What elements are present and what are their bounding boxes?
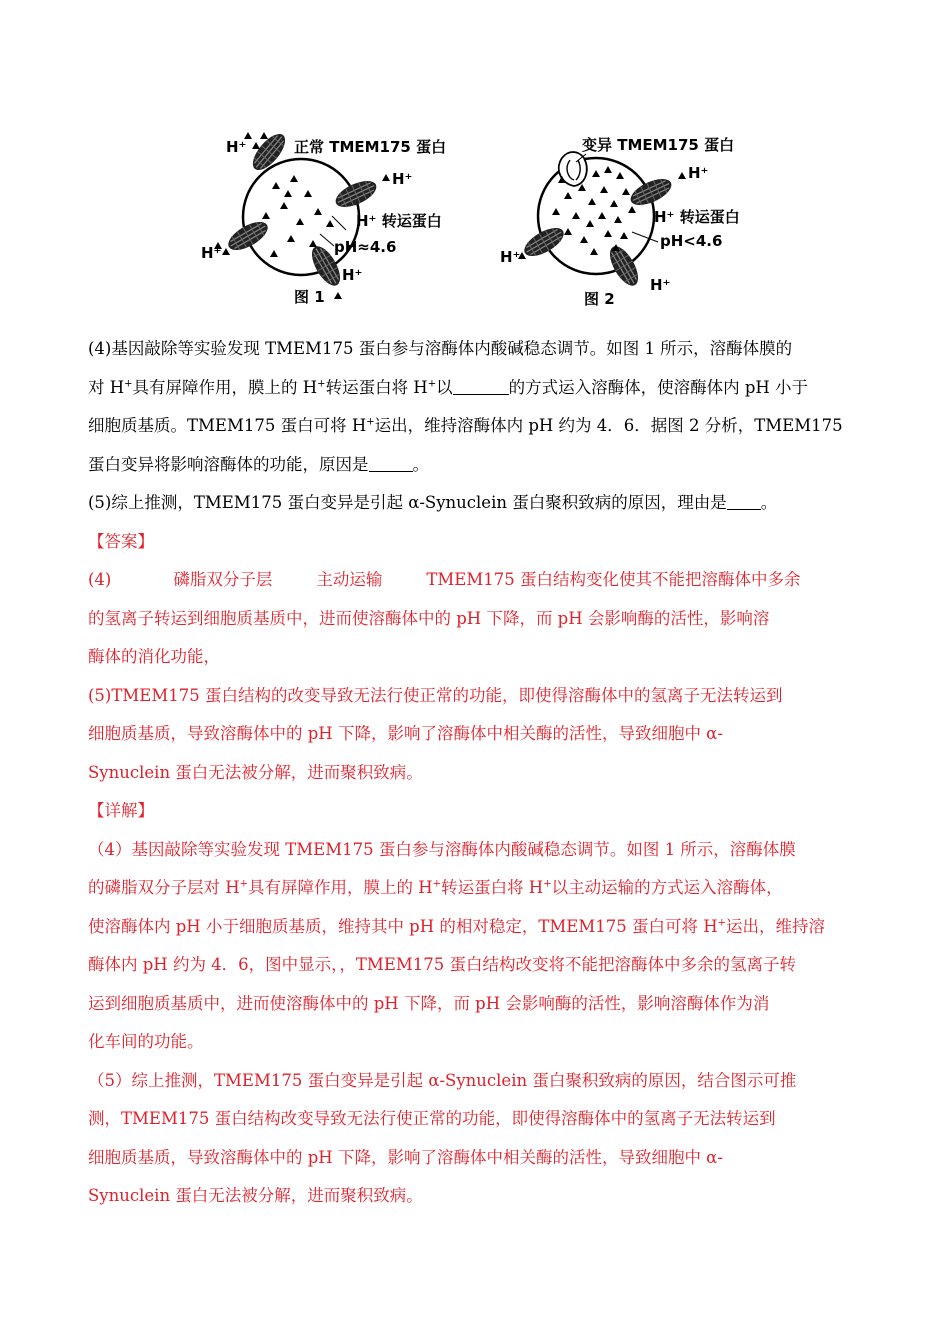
fig2-protein-label: 变异 TMEM175 蛋白: [582, 136, 735, 154]
question-4-line-4: 蛋白变异将影响溶酶体的功能，原因是 。: [88, 454, 429, 474]
transporter-protein-2c: [604, 242, 643, 290]
fig1-h-label-b: H⁺: [392, 170, 413, 188]
answer-blank-1: [453, 377, 509, 395]
document-body: [88, 330, 868, 1216]
fig1-h-label-a: H⁺: [226, 138, 247, 156]
explanation-5-line-4: Synuclein 蛋白无法被分解，进而聚积致病。: [88, 1186, 423, 1205]
answer-5-line-2: 细胞质基质，导致溶酶体中的 pH 下降，影响了溶酶体中相关酶的活性，导致细胞中 α-: [88, 724, 723, 743]
figure-1: [201, 129, 446, 306]
explanation-4-line-1: （4）基因敲除等实验发现 TMEM175 蛋白参与溶酶体内酸碱稳态调节。如图 1 所示，溶酶体膜: [88, 839, 796, 859]
fig2-h-label-c: H⁺: [500, 248, 521, 266]
fig2-ph-label: pH<4.6: [660, 232, 723, 250]
fig2-caption: 图 2: [584, 290, 615, 308]
answer-5-line-1: (5)TMEM175 蛋白结构的改变导致无法行使正常的功能，即使得溶酶体中的氢离子无法转运到: [88, 685, 783, 705]
transporter-protein-2a: [627, 174, 675, 211]
answer-4-line-1: (4) 磷脂双分子层 主动运输 TMEM175 蛋白结构变化使其不能把溶酶体中多余: [88, 570, 801, 589]
fig1-ph-label: pH≈4.6: [334, 238, 397, 256]
fig1-pointer-b: [320, 234, 334, 246]
lysosome-figure: [196, 124, 752, 320]
lysosome-membrane-1: [243, 159, 359, 275]
answer-5-line-3: Synuclein 蛋白无法被分解，进而聚积致病。: [88, 762, 423, 782]
fig2-h-label-d: H⁺: [650, 276, 671, 294]
transporter-protein-1b: [224, 216, 272, 255]
fig1-protein-label: 正常 TMEM175 蛋白: [294, 138, 447, 156]
explanation-5-line-1: （5）综上推测，TMEM175 蛋白变异是引起 α-Synuclein 蛋白聚积致病的原因，结合图示可推: [88, 1070, 797, 1090]
explanation-4-line-2: 的磷脂双分子层对 H+具有屏障作用，膜上的 H+转运蛋白将 H+以主动运输的方式运入溶酶体，: [88, 878, 783, 897]
question-4-line-1: (4)基因敲除等实验发现 TMEM175 蛋白参与溶酶体内酸碱稳态调节。如图 1 所示，溶酶体膜的: [88, 339, 793, 358]
fig1-pointer-a: [332, 216, 346, 230]
transporter-protein-2b: [520, 222, 568, 261]
fig1-transporter-label: H⁺ 转运蛋白: [356, 212, 442, 230]
lysosome-diagram: [196, 124, 752, 320]
answer-blank-3: [727, 493, 761, 511]
explanation-heading: 【详解】: [88, 801, 154, 820]
fig1-caption: 图 1: [294, 288, 325, 306]
fig1-h-label-c: H⁺: [201, 244, 222, 262]
question-5-line: (5)综上推测，TMEM175 蛋白变异是引起 α-Synuclein 蛋白聚积致病的原因，理由是 。: [88, 493, 778, 512]
explanation-5-line-3: 细胞质基质，导致溶酶体中的 pH 下降，影响了溶酶体中相关酶的活性，导致细胞中 α-: [88, 1147, 723, 1167]
answer-heading: 【答案】: [88, 531, 154, 551]
transporter-protein-1a: [332, 176, 380, 213]
explanation-4-line-3: 使溶酶体内 pH 小于细胞质基质，维持其中 pH 的相对稳定，TMEM175 蛋白可将 H+运出，维持溶: [88, 916, 825, 936]
figure-2: [500, 136, 740, 308]
fig2-pointer-b: [632, 232, 658, 242]
answer-4-line-3: 酶体的消化功能，: [88, 647, 220, 666]
explanation-4-line-6: 化车间的功能。: [88, 1032, 204, 1051]
fig2-transporter-label: H⁺ 转运蛋白: [654, 208, 740, 226]
fig1-h-label-d: H⁺: [342, 266, 363, 284]
explanation-4-line-4: 酶体内 pH 约为 4．6，图中显示，，TMEM175 蛋白结构改变将不能把溶酶体中多余的氢离子转: [88, 955, 797, 974]
answer-4-line-2: 的氢离子转运到细胞质基质中，进而使溶酶体中的 pH 下降，而 pH 会影响酶的活性，影响溶: [88, 608, 770, 628]
explanation-5-line-2: 测，TMEM175 蛋白结构改变导致无法行使正常的功能，即使得溶酶体中的氢离子无法转运到: [88, 1109, 776, 1128]
question-4-line-3: 细胞质基质。TMEM175 蛋白可将 H+运出，维持溶酶体内 pH 约为 4．6．据图 2 分析，TMEM175: [88, 416, 843, 435]
explanation-4-line-5: 运到细胞质基质中，进而使溶酶体中的 pH 下降，而 pH 会影响酶的活性，影响溶酶体作为消: [88, 993, 770, 1013]
answer-blank-2: [369, 454, 413, 472]
fig2-h-label-b: H⁺: [688, 164, 709, 182]
question-4-line-2: 对 H+具有屏障作用，膜上的 H+转运蛋白将 H+以 的方式运入溶酶体，使溶酶体内 pH 小于: [88, 377, 809, 397]
